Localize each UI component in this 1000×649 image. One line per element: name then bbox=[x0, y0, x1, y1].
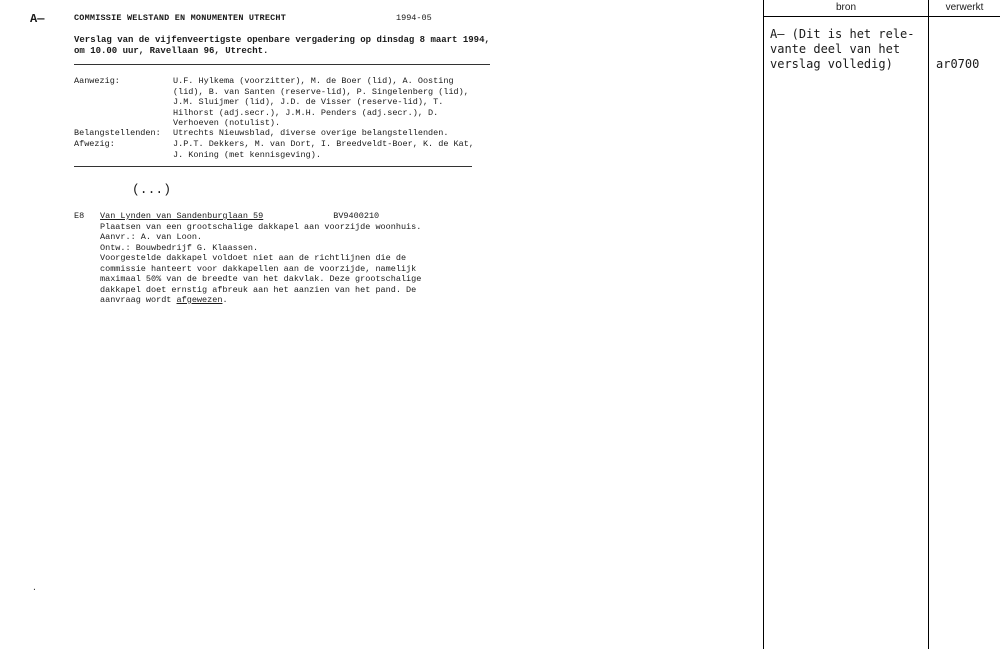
column-header-verwerkt: verwerkt bbox=[945, 2, 984, 13]
organization-header: COMMISSIE WELSTAND EN MONUMENTEN UTRECHT bbox=[74, 13, 287, 23]
decision-text: afgewezen bbox=[176, 295, 223, 305]
verwerkt-value: ar0700 bbox=[936, 57, 980, 71]
divider-line bbox=[74, 166, 472, 167]
item-line: Ontw.: Bouwbedrijf G. Klaassen. bbox=[100, 242, 259, 253]
item-line: Voorgestelde dakkapel voldoet niet aan de richtlijnen die de bbox=[100, 253, 407, 263]
present-line: J.M. Sluijmer (lid), J.D. de Visser (reserve-lid), T. bbox=[173, 97, 444, 107]
table-header-rule bbox=[764, 16, 1000, 17]
column-header-bron: bron bbox=[835, 2, 856, 13]
present-line: (lid), B. van Santen (reserve-lid), P. Singelenberg (lid), bbox=[173, 86, 469, 97]
item-line: commissie hanteert voor dakkapellen aan de voorzijde, namelijk bbox=[100, 263, 417, 274]
agenda-item bbox=[100, 211, 421, 306]
item-heading bbox=[100, 211, 421, 222]
item-reference: BV9400210 bbox=[333, 211, 380, 221]
stray-mark: . bbox=[32, 584, 37, 593]
item-line: Aanvr.: A. van Loon. bbox=[100, 232, 203, 242]
item-address: Van Lynden van Sandenburglaan 59 bbox=[100, 211, 264, 221]
bron-note bbox=[770, 27, 915, 72]
table-border-left bbox=[763, 0, 764, 649]
title-line: om 10.00 uur, Ravellaan 96, Utrecht. bbox=[74, 46, 269, 56]
present-line: U.F. Hylkema (voorzitter), M. de Boer (lid), A. Oosting bbox=[173, 76, 454, 86]
bron-note-line: A— (Dit is het rele- bbox=[770, 27, 915, 41]
present-list bbox=[173, 76, 469, 129]
item-code: E8 bbox=[74, 211, 85, 221]
absent-label: Afwezig: bbox=[74, 139, 115, 149]
divider-line bbox=[74, 64, 490, 65]
interested-label: Belangstellenden: bbox=[74, 128, 161, 138]
table-border-middle bbox=[928, 0, 929, 649]
present-line: Verhoeven (notulist). bbox=[173, 118, 281, 128]
bron-note-line: verslag volledig) bbox=[770, 57, 893, 71]
item-line: Plaatsen van een grootschalige dakkapel aan voorzijde woonhuis. bbox=[100, 221, 422, 232]
interested-text: Utrechts Nieuwsblad, diverse overige belangstellenden. bbox=[173, 128, 449, 138]
document-code: 1994-05 bbox=[396, 13, 432, 23]
present-line: Hilhorst (adj.secr.), J.M.H. Penders (adj.secr.), D. bbox=[173, 107, 439, 118]
section-marker: A— bbox=[30, 12, 45, 26]
report-title bbox=[74, 35, 490, 57]
item-line: maximaal 50% van de breedte van het dakvlak. Deze grootschalige bbox=[100, 274, 422, 284]
absent-list bbox=[173, 139, 474, 160]
item-line: dakkapel doet ernstig afbreuk aan het aanzien van het pand. De bbox=[100, 284, 417, 295]
item-decision-line: aanvraag wordt afgewezen. bbox=[100, 295, 228, 305]
bron-note-line: vante deel van het bbox=[770, 42, 901, 56]
title-line: Verslag van de vijfenveertigste openbare vergadering op dinsdag 8 maart 1994, bbox=[74, 35, 490, 45]
absent-line: J.P.T. Dekkers, M. van Dort, I. Breedveldt-Boer, K. de Kat, bbox=[173, 139, 474, 149]
omission-marker: (...) bbox=[132, 182, 172, 197]
present-label: Aanwezig: bbox=[74, 76, 120, 86]
absent-line: J. Koning (met kennisgeving). bbox=[173, 149, 321, 160]
